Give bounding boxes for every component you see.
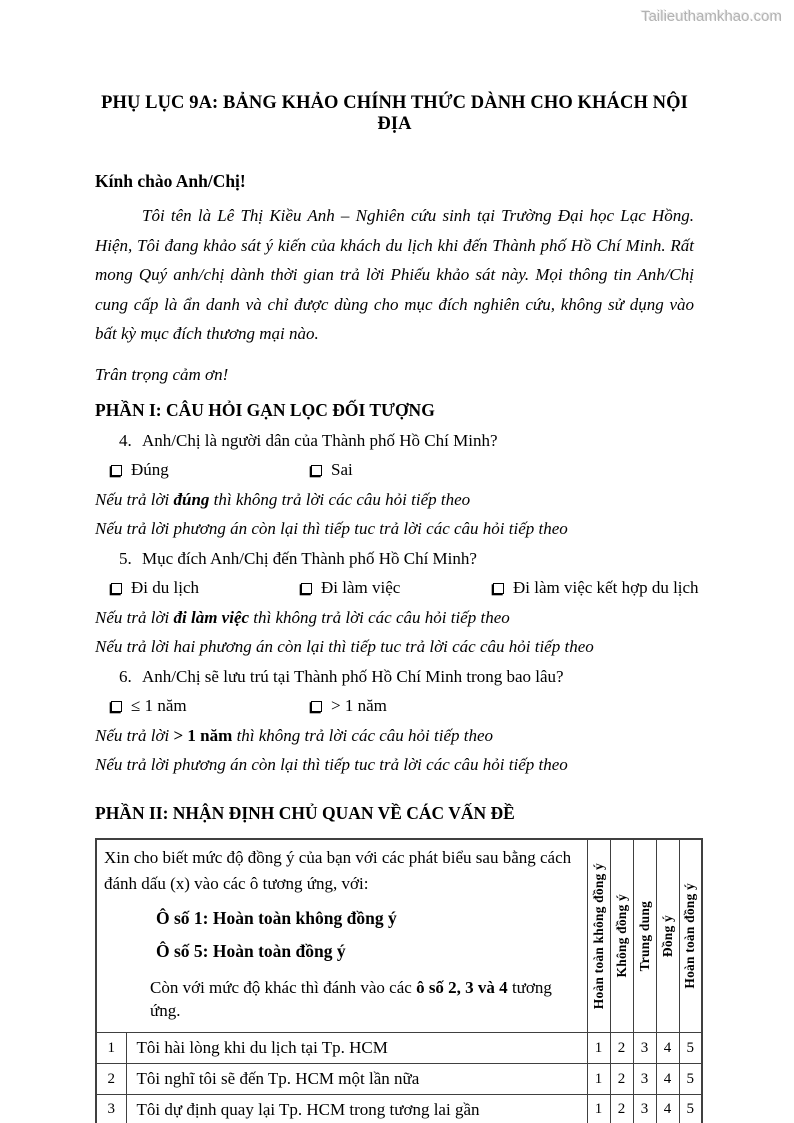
- options-row: [95, 573, 699, 603]
- rating-cell[interactable]: 2: [610, 1064, 633, 1095]
- part1-heading: PHẦN I: CÂU HỎI GẠN LỌC ĐỐI TƯỢNG: [95, 400, 435, 420]
- rating-cell[interactable]: 4: [656, 1095, 679, 1123]
- row-number: 1: [96, 1033, 126, 1064]
- checkbox-option[interactable]: [310, 691, 387, 721]
- thanks-line: Trân trọng cảm ơn!: [95, 364, 229, 384]
- rating-cell[interactable]: 4: [656, 1064, 679, 1095]
- part2-heading: PHẦN II: NHẬN ĐỊNH CHỦ QUAN VỀ CÁC VẤN ĐỀ: [95, 802, 515, 823]
- likert-instructions-cell: [96, 839, 587, 1033]
- question-label: Anh/Chị sẽ lưu trú tại Thành phố Hồ Chí Minh trong bao lâu?: [142, 666, 564, 686]
- checkbox-icon[interactable]: [111, 701, 122, 712]
- rating-cell[interactable]: 5: [679, 1064, 702, 1095]
- intro-paragraph: Tôi tên là Lê Thị Kiều Anh – Nghiên cứu sinh tại Trường Đại học Lạc Hồng. Hiện, Tôi đang khảo sát ý kiến của khách du lịch khi đến Thành phố Hồ Chí Minh. Rất mong Quý anh/chị dành thời gian trả lời Phiếu khảo sát này. Mọi thông tin Anh/Chị cung cấp là ẩn danh và chỉ được dùng cho mục đích nghiên cứu, không sử dụng vào bất kỳ mục đích thương mại nào.: [95, 206, 694, 343]
- watermark: Tailieuthamkhao.com: [641, 8, 782, 25]
- option-label: Đi du lịch: [131, 578, 199, 597]
- skip-note: Nếu trả lời đúng thì không trả lời các câu hỏi tiếp theo: [95, 489, 471, 509]
- skip-note: Nếu trả lời > 1 năm thì không trả lời các câu hỏi tiếp theo: [95, 725, 494, 745]
- option-label: Đi làm việc kết hợp du lịch: [513, 578, 699, 597]
- checkbox-icon[interactable]: [301, 583, 312, 594]
- skip-note: Nếu trả lời phương án còn lại thì tiếp tuc trả lời các câu hỏi tiếp theo: [95, 755, 568, 774]
- skip-note: Nếu trả lời phương án còn lại thì tiếp tuc trả lời các câu hỏi tiếp theo: [95, 519, 568, 538]
- scale-definition-1: Ô số 1: Hoàn toàn không đồng ý: [156, 908, 397, 928]
- likert-intro: Xin cho biết mức độ đồng ý của bạn với các phát biểu sau bằng cách đánh dấu (x) vào các ô tương ứng, với:: [104, 848, 572, 893]
- note-bold: > 1 năm: [173, 725, 233, 745]
- table-row: [96, 1033, 702, 1064]
- table-row: [96, 1064, 702, 1095]
- rating-cell[interactable]: 3: [633, 1095, 656, 1123]
- question-5: [95, 544, 699, 662]
- rating-cell[interactable]: 1: [587, 1064, 610, 1095]
- checkbox-option[interactable]: [300, 573, 492, 603]
- checkbox-icon[interactable]: [111, 583, 122, 594]
- checkbox-option[interactable]: [110, 573, 300, 603]
- rating-cell[interactable]: 4: [656, 1033, 679, 1064]
- option-label: Đi làm việc: [321, 578, 401, 597]
- table-row: [96, 1095, 702, 1123]
- rating-cell[interactable]: 5: [679, 1033, 702, 1064]
- scale-definition-other: Còn với mức độ khác thì đánh vào các ô số 2, 3 và 4 tương ứng.: [150, 978, 552, 1020]
- question-text: [95, 426, 694, 456]
- row-number: 3: [96, 1095, 126, 1123]
- likert-table: [95, 838, 703, 1123]
- question-text: [95, 544, 694, 574]
- options-row: [95, 691, 694, 721]
- checkbox-icon[interactable]: [311, 465, 322, 476]
- option-label: Đúng: [131, 460, 169, 479]
- document-title: PHỤ LỤC 9A: BẢNG KHẢO CHÍNH THỨC DÀNH CHO KHÁCH NỘI ĐỊA: [101, 93, 688, 134]
- question-label: Anh/Chị là người dân của Thành phố Hồ Chí Minh?: [142, 430, 498, 450]
- question-label: Mục đích Anh/Chị đến Thành phố Hồ Chí Minh?: [142, 548, 477, 568]
- rating-cell[interactable]: 1: [587, 1095, 610, 1123]
- checkbox-option[interactable]: [110, 455, 310, 485]
- option-label: > 1 năm: [331, 696, 387, 715]
- rating-cell[interactable]: 5: [679, 1095, 702, 1123]
- options-row: [95, 455, 694, 485]
- likert-header-row: [96, 839, 702, 1033]
- question-text: [95, 662, 694, 692]
- rating-cell[interactable]: 2: [610, 1033, 633, 1064]
- scale-definition-5: Ô số 5: Hoàn toàn đồng ý: [156, 941, 346, 961]
- question-number: 6.: [119, 666, 132, 686]
- likert-column-header: Trung dung: [633, 839, 656, 1033]
- checkbox-icon[interactable]: [311, 701, 322, 712]
- note-bold: đi làm việc: [173, 607, 250, 627]
- rating-cell[interactable]: 2: [610, 1095, 633, 1123]
- skip-note: Nếu trả lời hai phương án còn lại thì tiếp tuc trả lời các câu hỏi tiếp theo: [95, 637, 594, 656]
- checkbox-icon[interactable]: [111, 465, 122, 476]
- question-number: 4.: [119, 430, 132, 450]
- checkbox-option[interactable]: [492, 573, 699, 603]
- question-number: 5.: [119, 548, 132, 568]
- rating-cell[interactable]: 1: [587, 1033, 610, 1064]
- statement-cell: Tôi hài lòng khi du lịch tại Tp. HCM: [126, 1033, 587, 1064]
- question-4: [95, 426, 694, 544]
- option-label: Sai: [331, 460, 353, 479]
- likert-column-header: Đồng ý: [656, 839, 679, 1033]
- checkbox-icon[interactable]: [493, 583, 504, 594]
- checkbox-option[interactable]: [310, 455, 353, 485]
- likert-column-header: Không đồng ý: [610, 839, 633, 1033]
- checkbox-option[interactable]: [110, 691, 310, 721]
- option-label: ≤ 1 năm: [131, 696, 187, 715]
- note-bold: đúng: [173, 489, 210, 509]
- likert-column-header: Hoàn toàn đồng ý: [679, 839, 702, 1033]
- statement-cell: Tôi nghĩ tôi sẽ đến Tp. HCM một lần nữa: [126, 1064, 587, 1095]
- rating-cell[interactable]: 3: [633, 1033, 656, 1064]
- greeting: Kính chào Anh/Chị!: [95, 171, 246, 191]
- statement-cell: Tôi dự định quay lại Tp. HCM trong tương lai gần: [126, 1095, 587, 1123]
- skip-note: Nếu trả lời đi làm việc thì không trả lời các câu hỏi tiếp theo: [95, 607, 510, 627]
- likert-column-header: Hoàn toàn không đồng ý: [587, 839, 610, 1033]
- question-6: [95, 662, 694, 780]
- row-number: 2: [96, 1064, 126, 1095]
- rating-cell[interactable]: 3: [633, 1064, 656, 1095]
